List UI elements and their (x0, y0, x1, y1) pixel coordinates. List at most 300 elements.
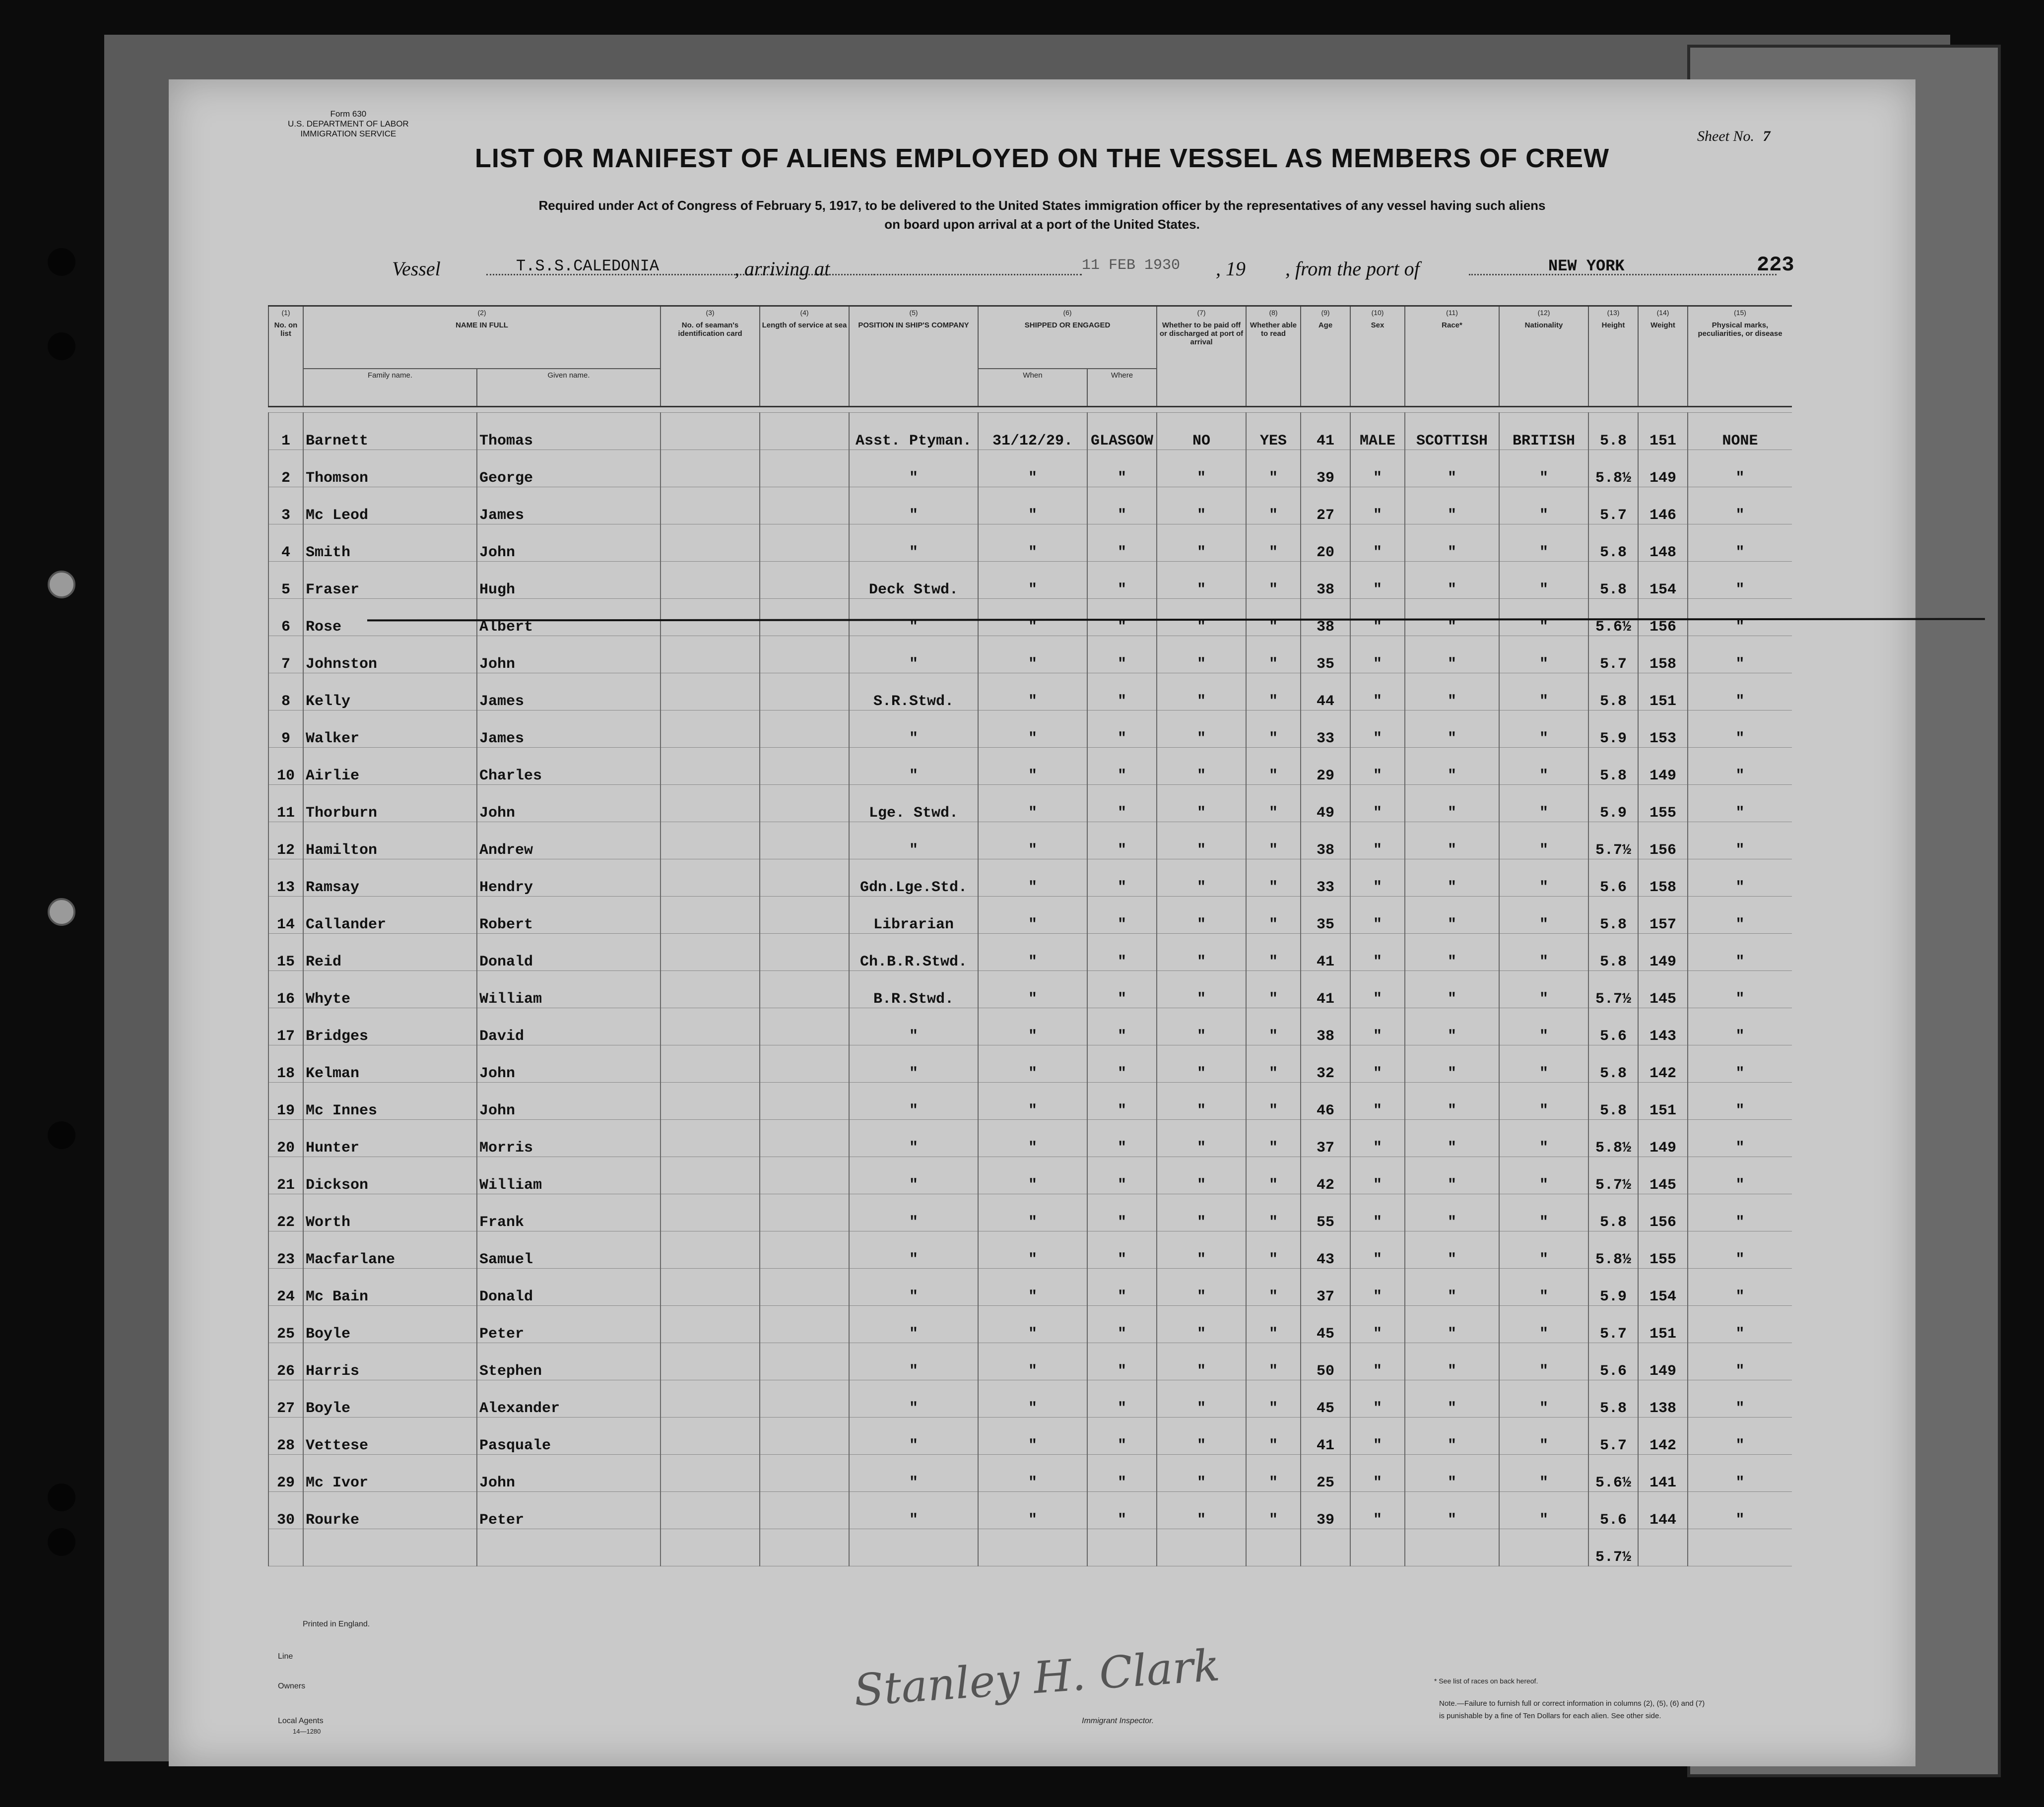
service-length (760, 1083, 849, 1120)
id-card (660, 710, 760, 748)
paid-off: " (1157, 1083, 1246, 1120)
paid-off: " (1157, 487, 1246, 524)
sheet-label: Sheet No. (1697, 128, 1754, 144)
height: 5.8½ (1588, 1120, 1638, 1157)
able-to-read: " (1246, 1231, 1301, 1269)
able-to-read: " (1246, 673, 1301, 710)
nationality: " (1499, 673, 1588, 710)
nationality: " (1499, 710, 1588, 748)
position: " (849, 1269, 978, 1306)
row-number: 27 (268, 1380, 303, 1418)
age: 46 (1301, 1083, 1350, 1120)
shipped-when: " (978, 1380, 1087, 1418)
nationality: " (1499, 1083, 1588, 1120)
able-to-read: " (1246, 450, 1301, 487)
shipped-when: " (978, 673, 1087, 710)
family-name: Boyle (303, 1306, 477, 1343)
family-name: Bridges (303, 1008, 477, 1045)
given-name (477, 1529, 660, 1566)
paid-off: " (1157, 673, 1246, 710)
table-row (268, 710, 1792, 748)
row-number: 16 (268, 971, 303, 1008)
binder-hole (48, 571, 75, 598)
id-card (660, 1008, 760, 1045)
given-name: James (477, 710, 660, 748)
table-row (268, 1120, 1792, 1157)
physical-marks: " (1688, 487, 1792, 524)
dotted-line (873, 274, 1082, 275)
family-name (303, 1529, 477, 1566)
weight: 149 (1638, 934, 1688, 971)
form-header-block (288, 109, 409, 139)
position: " (849, 1157, 978, 1194)
weight: 146 (1638, 487, 1688, 524)
family-name: Rose (303, 599, 477, 636)
age: 55 (1301, 1194, 1350, 1231)
id-card (660, 524, 760, 562)
position: " (849, 1418, 978, 1455)
id-card (660, 1120, 760, 1157)
able-to-read: YES (1246, 413, 1301, 450)
family-name: Dickson (303, 1157, 477, 1194)
service-length (760, 710, 849, 748)
height: 5.8 (1588, 673, 1638, 710)
physical-marks: " (1688, 524, 1792, 562)
shipped-when: " (978, 1343, 1087, 1380)
table-row (268, 1045, 1792, 1083)
sex: " (1350, 1231, 1405, 1269)
service-length (760, 1008, 849, 1045)
id-card (660, 1455, 760, 1492)
able-to-read: " (1246, 562, 1301, 599)
agents-label: Local Agents (278, 1717, 324, 1725)
shipped-when: " (978, 524, 1087, 562)
race: " (1405, 1231, 1499, 1269)
id-card (660, 1380, 760, 1418)
height: 5.6 (1588, 1343, 1638, 1380)
family-name: Johnston (303, 636, 477, 673)
row-number: 15 (268, 934, 303, 971)
service-length (760, 487, 849, 524)
height: 5.6½ (1588, 599, 1638, 636)
height: 5.8 (1588, 1380, 1638, 1418)
subtitle-line-2: on board upon arrival at a port of the United States. (884, 217, 1200, 232)
given-name: John (477, 1083, 660, 1120)
family-name: Hamilton (303, 822, 477, 859)
able-to-read: " (1246, 785, 1301, 822)
race: " (1405, 487, 1499, 524)
age: 38 (1301, 1008, 1350, 1045)
family-name: Rourke (303, 1492, 477, 1529)
line-label: Line (278, 1652, 293, 1661)
family-name: Smith (303, 524, 477, 562)
row-number: 13 (268, 859, 303, 897)
subtitle-line-1: Required under Act of Congress of February 5, 1917, to be delivered to the United States immigration officer by the representatives of any vessel having such aliens (538, 198, 1546, 213)
nationality: " (1499, 1492, 1588, 1529)
position: Deck Stwd. (849, 562, 978, 599)
table-row (268, 1492, 1792, 1529)
family-name: Macfarlane (303, 1231, 477, 1269)
nationality: " (1499, 748, 1588, 785)
race: " (1405, 859, 1499, 897)
service-length (760, 413, 849, 450)
header-position: (5) POSITION IN SHIP'S COMPANY (849, 306, 978, 407)
age: 41 (1301, 413, 1350, 450)
age: 49 (1301, 785, 1350, 822)
height: 5.7½ (1588, 1529, 1638, 1566)
weight: 151 (1638, 1083, 1688, 1120)
race: " (1405, 562, 1499, 599)
shipped-when: " (978, 1269, 1087, 1306)
shipped-when: 31/12/29. (978, 413, 1087, 450)
id-card (660, 748, 760, 785)
paid-off: " (1157, 785, 1246, 822)
shipped-where: " (1087, 450, 1157, 487)
nationality: " (1499, 1455, 1588, 1492)
paid-off: " (1157, 1269, 1246, 1306)
service-length (760, 1231, 849, 1269)
position: S.R.Stwd. (849, 673, 978, 710)
table-row (268, 673, 1792, 710)
physical-marks: " (1688, 934, 1792, 971)
manifest-sheet (169, 79, 1915, 1766)
given-name: James (477, 673, 660, 710)
service-length (760, 450, 849, 487)
able-to-read: " (1246, 1492, 1301, 1529)
row-number: 2 (268, 450, 303, 487)
header-family-name: Family name. (303, 369, 477, 407)
race: " (1405, 822, 1499, 859)
physical-marks: NONE (1688, 413, 1792, 450)
height: 5.9 (1588, 1269, 1638, 1306)
weight: 151 (1638, 673, 1688, 710)
able-to-read: " (1246, 822, 1301, 859)
age: 35 (1301, 897, 1350, 934)
sex: " (1350, 1492, 1405, 1529)
id-card (660, 413, 760, 450)
age: 44 (1301, 673, 1350, 710)
height: 5.8 (1588, 1194, 1638, 1231)
age: 32 (1301, 1045, 1350, 1083)
physical-marks: " (1688, 1008, 1792, 1045)
nationality: " (1499, 487, 1588, 524)
height: 5.7 (1588, 636, 1638, 673)
shipped-when (978, 1529, 1087, 1566)
service-length (760, 971, 849, 1008)
table-row (268, 487, 1792, 524)
position: " (849, 599, 978, 636)
position: " (849, 1492, 978, 1529)
family-name: Mc Ivor (303, 1455, 477, 1492)
header-where: Where (1087, 369, 1157, 407)
table-row (268, 971, 1792, 1008)
paid-off: " (1157, 524, 1246, 562)
shipped-when: " (978, 897, 1087, 934)
family-name: Kelman (303, 1045, 477, 1083)
given-name: William (477, 1157, 660, 1194)
nationality (1499, 1529, 1588, 1566)
age: 20 (1301, 524, 1350, 562)
service-length (760, 1045, 849, 1083)
physical-marks: " (1688, 971, 1792, 1008)
id-card (660, 673, 760, 710)
age: 33 (1301, 710, 1350, 748)
able-to-read: " (1246, 1343, 1301, 1380)
row-number: 19 (268, 1083, 303, 1120)
shipped-where: " (1087, 636, 1157, 673)
sex (1350, 1529, 1405, 1566)
able-to-read: " (1246, 710, 1301, 748)
position: " (849, 1194, 978, 1231)
shipped-when: " (978, 1231, 1087, 1269)
id-card (660, 1306, 760, 1343)
shipped-when: " (978, 748, 1087, 785)
header-age: (9) Age (1301, 306, 1350, 407)
binder-hole (48, 898, 75, 926)
table-row (268, 1269, 1792, 1306)
id-card (660, 785, 760, 822)
family-name: Vettese (303, 1418, 477, 1455)
height: 5.8 (1588, 413, 1638, 450)
dotted-line (1469, 274, 1777, 275)
shipped-when: " (978, 487, 1087, 524)
height: 5.8 (1588, 524, 1638, 562)
shipped-where: " (1087, 1008, 1157, 1045)
height: 5.6 (1588, 859, 1638, 897)
id-card (660, 1083, 760, 1120)
sex: " (1350, 1120, 1405, 1157)
given-name: Albert (477, 599, 660, 636)
race: " (1405, 1343, 1499, 1380)
table-row (268, 1306, 1792, 1343)
shipped-where: " (1087, 1306, 1157, 1343)
paid-off: " (1157, 1194, 1246, 1231)
position: " (849, 710, 978, 748)
row-number: 28 (268, 1418, 303, 1455)
dotted-line (486, 274, 893, 275)
sex: " (1350, 562, 1405, 599)
height: 5.7½ (1588, 822, 1638, 859)
printed-note: Printed in England. (303, 1620, 370, 1628)
shipped-where: " (1087, 524, 1157, 562)
shipped-when: " (978, 859, 1087, 897)
position: " (849, 1083, 978, 1120)
height: 5.8 (1588, 562, 1638, 599)
row-number: 22 (268, 1194, 303, 1231)
position: " (849, 1231, 978, 1269)
position: " (849, 1455, 978, 1492)
given-name: Thomas (477, 413, 660, 450)
penalty-note-2: is punishable by a fine of Ten Dollars for each alien. See other side. (1439, 1712, 1661, 1720)
shipped-where (1087, 1529, 1157, 1566)
shipped-when: " (978, 450, 1087, 487)
physical-marks: " (1688, 1120, 1792, 1157)
paid-off: " (1157, 562, 1246, 599)
shipped-where: " (1087, 599, 1157, 636)
given-name: Hendry (477, 859, 660, 897)
row-number: 3 (268, 487, 303, 524)
weight: 149 (1638, 450, 1688, 487)
given-name: John (477, 785, 660, 822)
physical-marks: " (1688, 1269, 1792, 1306)
shipped-where: " (1087, 785, 1157, 822)
sex: " (1350, 1380, 1405, 1418)
weight: 158 (1638, 636, 1688, 673)
table-row (268, 636, 1792, 673)
nationality: " (1499, 822, 1588, 859)
nationality: " (1499, 562, 1588, 599)
sex: " (1350, 1045, 1405, 1083)
shipped-where: " (1087, 1380, 1157, 1418)
header-given-name: Given name. (477, 369, 660, 407)
given-name: Alexander (477, 1380, 660, 1418)
nationality: " (1499, 859, 1588, 897)
paid-off: " (1157, 859, 1246, 897)
shipped-where: " (1087, 1045, 1157, 1083)
nationality: " (1499, 1343, 1588, 1380)
nationality: " (1499, 636, 1588, 673)
binder-hole (48, 1528, 75, 1556)
physical-marks: " (1688, 1231, 1792, 1269)
age: 29 (1301, 748, 1350, 785)
race: " (1405, 1492, 1499, 1529)
shipped-when: " (978, 1157, 1087, 1194)
sex: " (1350, 859, 1405, 897)
age: 43 (1301, 1231, 1350, 1269)
id-card (660, 897, 760, 934)
height: 5.9 (1588, 710, 1638, 748)
row-number: 30 (268, 1492, 303, 1529)
shipped-where: " (1087, 1231, 1157, 1269)
nationality: " (1499, 599, 1588, 636)
race: " (1405, 450, 1499, 487)
able-to-read: " (1246, 1120, 1301, 1157)
physical-marks: " (1688, 1492, 1792, 1529)
position: " (849, 1380, 978, 1418)
shipped-where: " (1087, 487, 1157, 524)
row-number: 24 (268, 1269, 303, 1306)
header-height: (13) Height (1588, 306, 1638, 407)
service-length (760, 1194, 849, 1231)
owners-label: Owners (278, 1682, 306, 1690)
given-name: John (477, 636, 660, 673)
position: Asst. Ptyman. (849, 413, 978, 450)
binder-hole (48, 248, 75, 276)
family-name: Barnett (303, 413, 477, 450)
shipped-when: " (978, 562, 1087, 599)
able-to-read: " (1246, 1269, 1301, 1306)
form-number: Form 630 (330, 109, 367, 119)
from-port-label: , from the port of (1285, 258, 1420, 280)
height: 5.8 (1588, 748, 1638, 785)
family-name: Ramsay (303, 859, 477, 897)
sheet-number (1697, 128, 1770, 145)
physical-marks: " (1688, 562, 1792, 599)
position: " (849, 524, 978, 562)
sex: " (1350, 450, 1405, 487)
page-title: LIST OR MANIFEST OF ALIENS EMPLOYED ON THE VESSEL AS MEMBERS OF CREW (474, 143, 1610, 173)
height: 5.8½ (1588, 1231, 1638, 1269)
service-length (760, 1529, 849, 1566)
inspector-signature: Stanley H. Clark (852, 1639, 1222, 1716)
header-race: (11) Race* (1405, 306, 1499, 407)
nationality: BRITISH (1499, 413, 1588, 450)
shipped-when: " (978, 785, 1087, 822)
physical-marks: " (1688, 1306, 1792, 1343)
sex: " (1350, 785, 1405, 822)
id-card (660, 1529, 760, 1566)
table-row (268, 897, 1792, 934)
weight: 158 (1638, 859, 1688, 897)
department-label: U.S. DEPARTMENT OF LABOR (288, 119, 409, 129)
height: 5.7½ (1588, 971, 1638, 1008)
shipped-where: " (1087, 897, 1157, 934)
header-id-card: (3) No. of seaman's identification card (660, 306, 760, 407)
given-name: Morris (477, 1120, 660, 1157)
shipped-where: " (1087, 1418, 1157, 1455)
shipped-when: " (978, 1045, 1087, 1083)
nationality: " (1499, 450, 1588, 487)
service-length (760, 524, 849, 562)
race: " (1405, 785, 1499, 822)
binder-hole (48, 1484, 75, 1511)
shipped-where: " (1087, 710, 1157, 748)
header-shipped: (6) SHIPPED OR ENGAGED (978, 306, 1157, 369)
shipped-when: " (978, 1120, 1087, 1157)
header-service-length: (4) Length of service at sea (760, 306, 849, 407)
weight: 156 (1638, 822, 1688, 859)
id-card (660, 859, 760, 897)
paid-off: " (1157, 1380, 1246, 1418)
row-number (268, 1529, 303, 1566)
given-name: Frank (477, 1194, 660, 1231)
physical-marks: " (1688, 599, 1792, 636)
service-label: IMMIGRATION SERVICE (300, 129, 396, 138)
able-to-read: " (1246, 897, 1301, 934)
physical-marks: " (1688, 636, 1792, 673)
age: 45 (1301, 1306, 1350, 1343)
weight: 145 (1638, 971, 1688, 1008)
shipped-where: " (1087, 971, 1157, 1008)
race: " (1405, 1418, 1499, 1455)
arriving-label: , arriving at (734, 258, 830, 280)
row-number: 6 (268, 599, 303, 636)
paid-off (1157, 1529, 1246, 1566)
given-name: Charles (477, 748, 660, 785)
given-name: David (477, 1008, 660, 1045)
shipped-when: " (978, 1008, 1087, 1045)
sex: " (1350, 710, 1405, 748)
paid-off: " (1157, 1157, 1246, 1194)
height: 5.8½ (1588, 450, 1638, 487)
id-card (660, 1231, 760, 1269)
id-card (660, 636, 760, 673)
paid-off: " (1157, 450, 1246, 487)
weight: 149 (1638, 1120, 1688, 1157)
nationality: " (1499, 1231, 1588, 1269)
nationality: " (1499, 1194, 1588, 1231)
shipped-where: " (1087, 1343, 1157, 1380)
age: 37 (1301, 1120, 1350, 1157)
family-name: Harris (303, 1343, 477, 1380)
weight: 156 (1638, 1194, 1688, 1231)
given-name: William (477, 971, 660, 1008)
position: " (849, 1306, 978, 1343)
height: 5.9 (1588, 785, 1638, 822)
service-length (760, 636, 849, 673)
able-to-read: " (1246, 971, 1301, 1008)
header-name-in-full: (2) NAME IN FULL (303, 306, 660, 369)
